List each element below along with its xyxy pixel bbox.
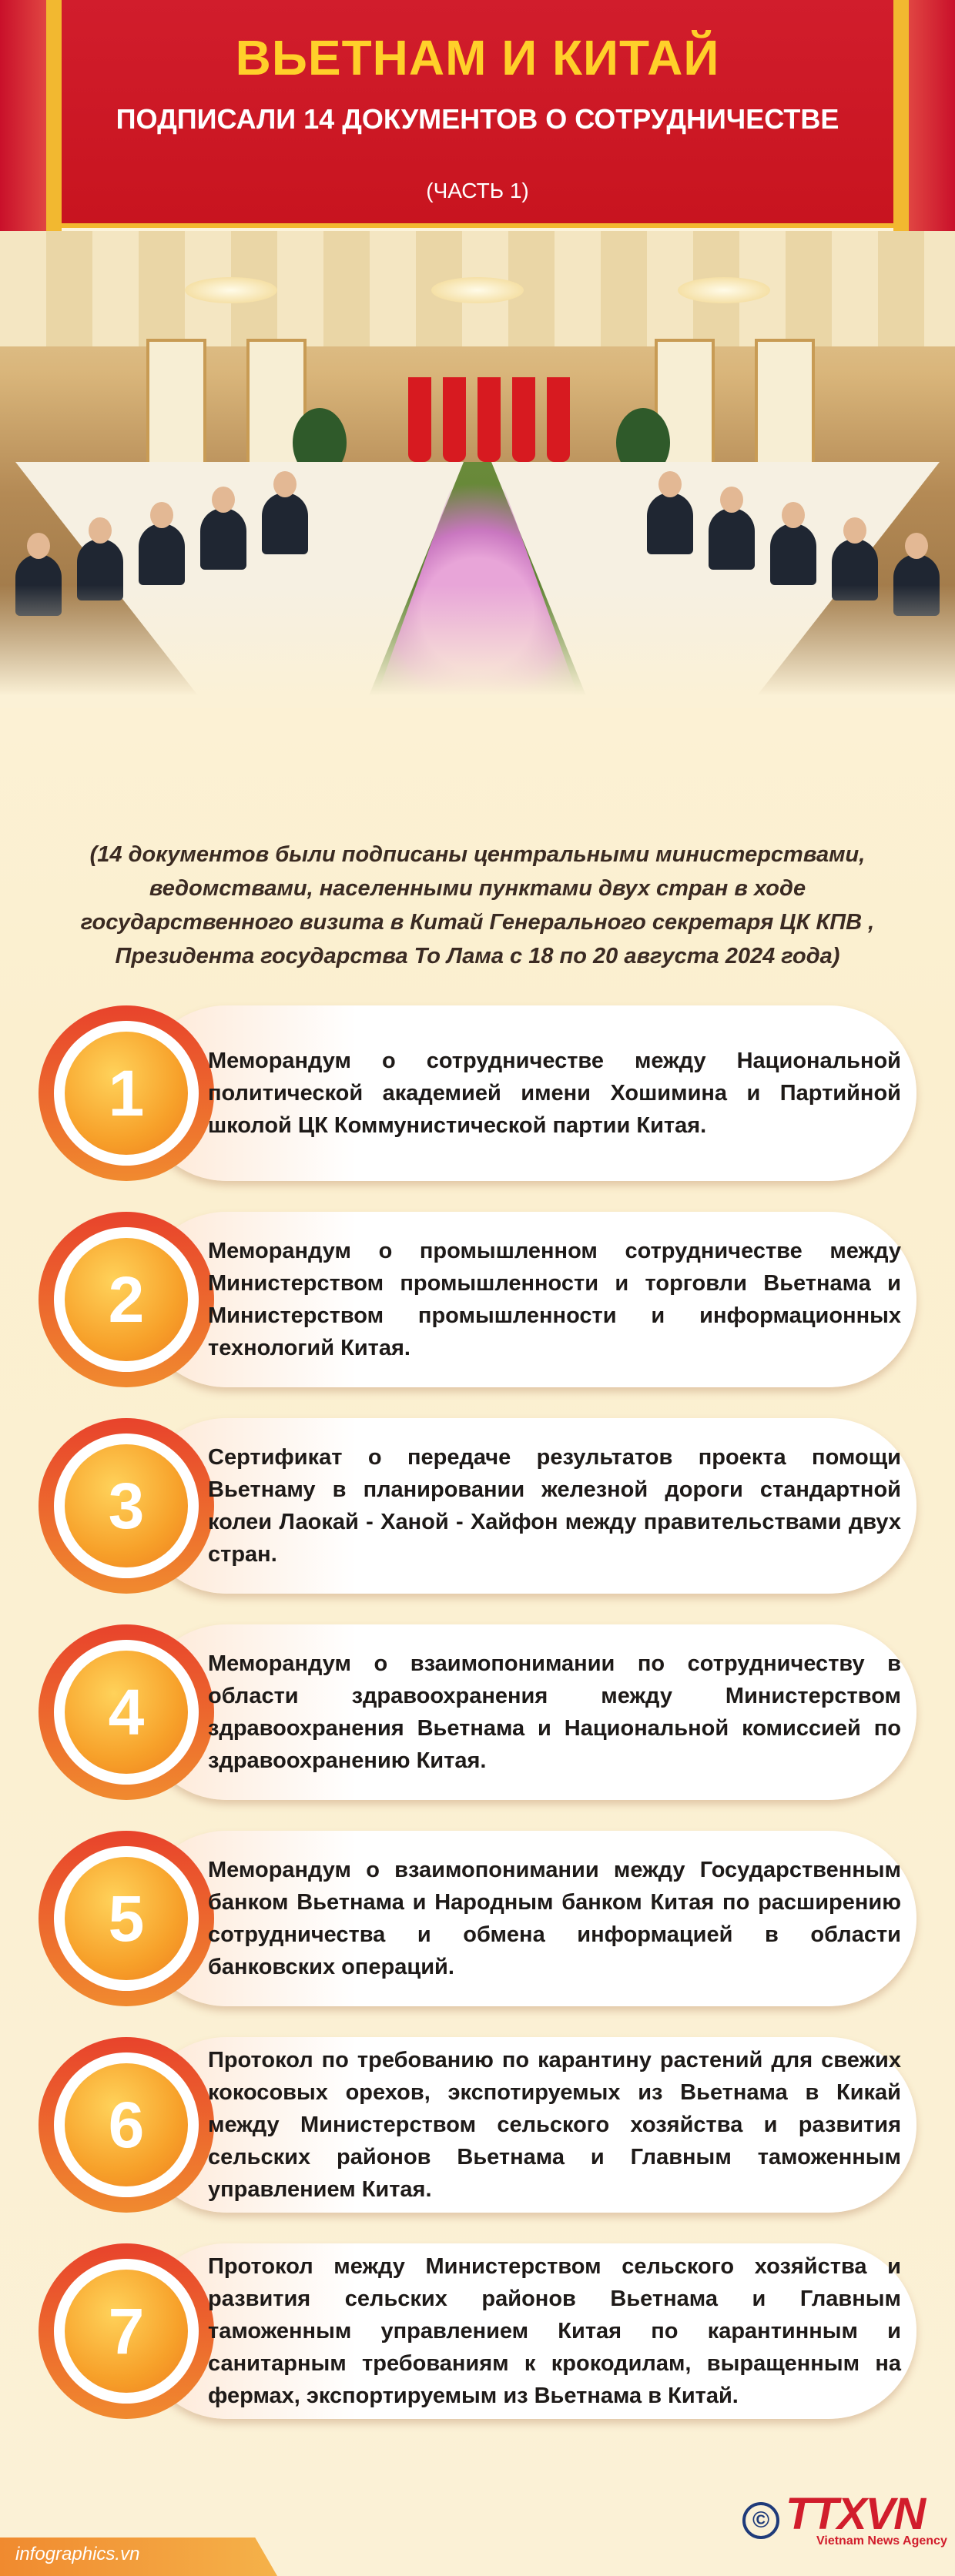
source-link[interactable]: infographics.vn [15,2544,140,2564]
item-text: Меморандум о взаимопонимании между Государственным банком Вьетнама и Народным банком Китая по расширению сотрудничества и обмена информацией в области банковских операций. [208,1858,901,1979]
page-title: ВЬЕТНАМ И КИТАЙ [235,30,720,85]
item-text-box [208,2037,901,2213]
item-number: 4 [65,1651,188,1774]
item-text-box [208,2243,901,2419]
item-text: Сертификат о передаче результатов проекта помощи Вьетнаму в планировании железной дороги стандартной колеи Лаокай - Ханой - Хайфон между правительствами двух стран. [208,1445,901,1567]
photo-fade [0,585,955,708]
wall-panel [755,339,815,476]
header-gold-edge-right [893,0,909,231]
list-item [39,1005,924,1181]
delegate-figure [139,524,185,585]
flag-icon [443,377,466,462]
list-item [39,1624,924,1800]
item-text: Меморандум о промышленном сотрудничестве между Министерством промышленности и торговли Вьетнама и Министерством промышленности и информационных технологий Китая. [208,1239,901,1360]
agency-logo: TTXVN [786,2489,925,2539]
delegate-figure [770,524,816,585]
item-text: Протокол по требованию по карантину растений для свежих кокосовых орехов, экспотируемых из Вьетнама в Кикай между Министерством сельского хозяйства и развития сельских районов Вьетнама и Главным таможенным управлением Китая. [208,2048,901,2202]
list-item [39,2037,924,2213]
item-text-box [208,1212,901,1387]
list-item [39,2243,924,2419]
item-number: 6 [65,2063,188,2186]
copyright-icon: © [742,2502,779,2539]
item-number: 7 [65,2270,188,2393]
item-number: 5 [65,1857,188,1980]
chandelier-icon [185,277,277,303]
item-text-box [208,1418,901,1594]
delegate-figure [262,493,308,554]
agency-name: Vietnam News Agency [816,2534,947,2548]
chandelier-icon [678,277,770,303]
intro-text: (14 документов были подписаны центральными министерствами, ведомствами, населенными пунктами двух стран в ходе государственного визита в Китай Генерального секретаря ЦК КПВ , Президента государства То Лама с 18 по 20 августа 2024 года) [80,842,875,969]
chandelier-icon [431,277,524,303]
flag-icon [512,377,535,462]
item-text-box [208,1005,901,1181]
wall-panel [146,339,206,476]
flag-icon [408,377,431,462]
list-item [39,1831,924,2006]
meeting-photo [0,231,955,708]
item-text-box [208,1624,901,1800]
item-number: 1 [65,1032,188,1155]
flag-icon [478,377,501,462]
delegate-figure [709,508,755,570]
list-item [39,1212,924,1387]
delegate-figure [647,493,693,554]
list-item [39,1418,924,1594]
item-text: Протокол между Министерством сельского хозяйства и развития сельских районов Вьетнама и Главным таможенным управлением Китая по карантинным и санитарным требованиям к крокодилам, выращенным на фермах, экспортируемым из Вьетнама в Китай. [208,2254,901,2408]
item-number: 2 [65,1238,188,1361]
flag-icon [547,377,570,462]
part-label: (ЧАСТЬ 1) [426,179,529,202]
item-text: Меморандум о сотрудничестве между Национальной политической академией имени Хошимина и Партийной школой ЦК Коммунистической партии Китая. [208,1049,901,1138]
item-number: 3 [65,1444,188,1567]
item-text: Меморандум о взаимопонимании по сотрудничеству в области здравоохранения между Министерством здравоохранения Вьетнама и Национальной комиссией по здравоохранению Китая. [208,1651,901,1773]
delegate-figure [200,508,246,570]
header-gold-edge-left [46,0,62,231]
page-subtitle: ПОДПИСАЛИ 14 ДОКУМЕНТОВ О СОТРУДНИЧЕСТВЕ [116,103,839,135]
item-text-box [208,1831,901,2006]
header-banner [62,0,893,223]
